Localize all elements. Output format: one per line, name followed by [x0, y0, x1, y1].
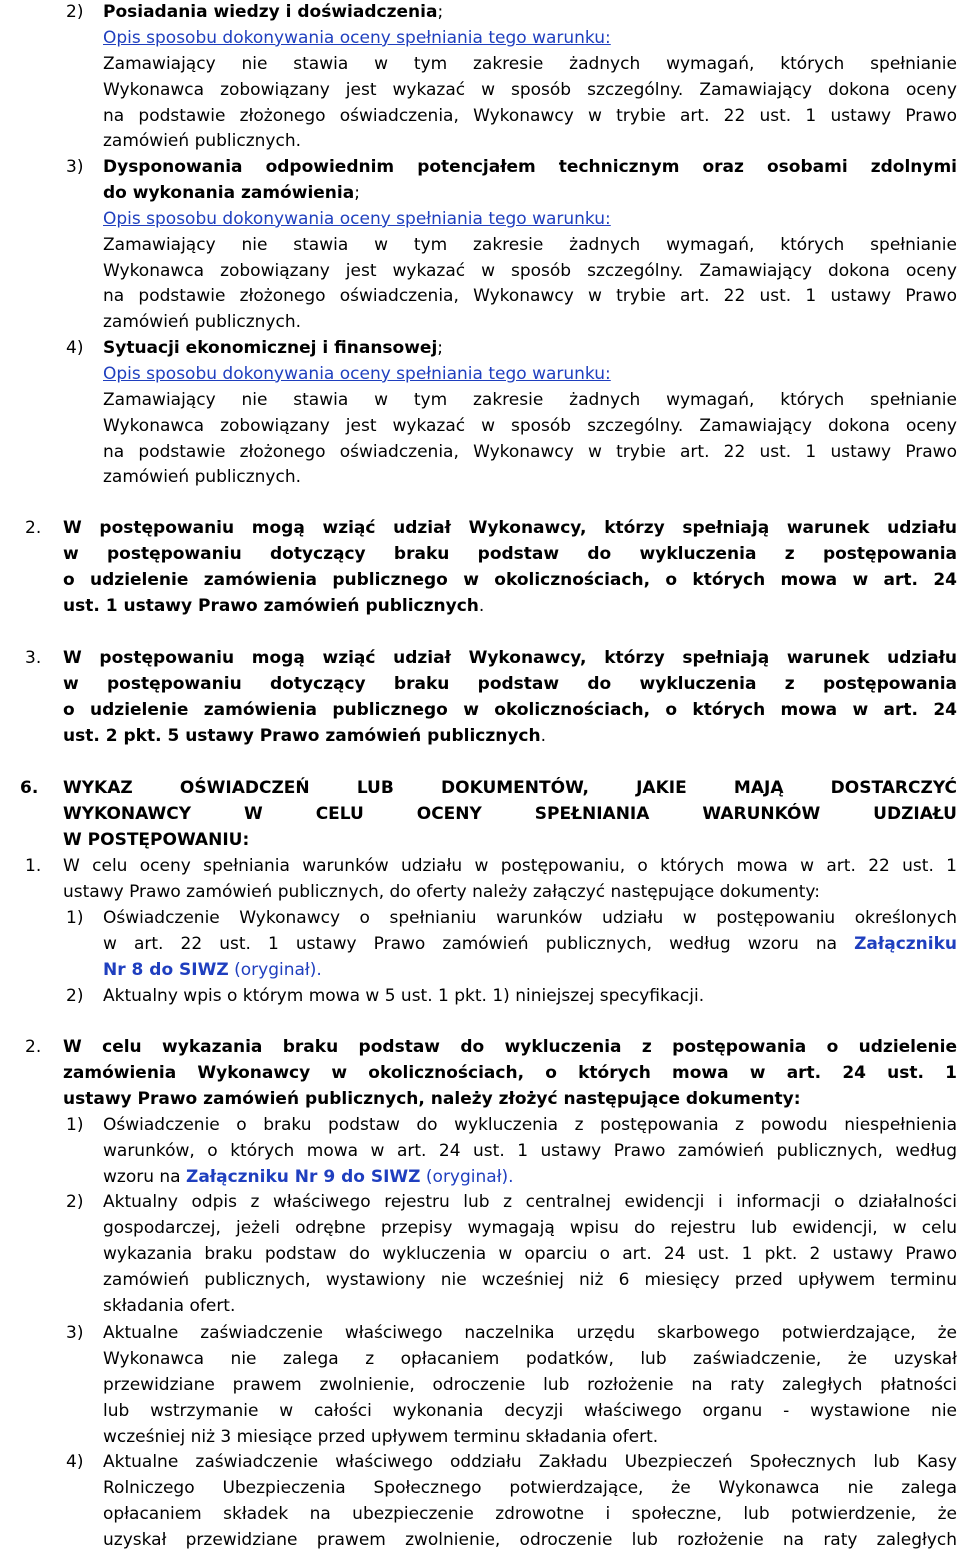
item-number: 2) — [66, 2, 84, 22]
paragraph-line: zamówień publicznych, wystawiony nie wcześniej niż 6 miesięcy przed upływem terminu — [103, 1269, 957, 1290]
section-heading — [63, 776, 957, 854]
paragraph-line: ust. 2 pkt. 5 ustawy Prawo zamówień publicznych — [63, 725, 541, 746]
item-posiadania-wiedzy — [103, 0, 957, 155]
attachment-link[interactable]: Nr 8 do SIWZ — [103, 959, 229, 980]
assessment-link[interactable]: Opis sposobu dokonywania oceny spełniania tego warunku: — [103, 363, 611, 384]
paragraph-line: zamówienia Wykonawcy w okolicznościach, o których mowa w art. 24 ust. 1 — [63, 1062, 957, 1083]
attachment-link[interactable]: Załączniku Nr 9 do SIWZ — [186, 1166, 421, 1187]
paragraph-line: Wykonawca zobowiązany jest wykazać w sposób szczególny. Zamawiający dokona oceny — [103, 260, 957, 281]
original-note: (oryginał). — [234, 959, 322, 980]
paragraph-line: zamówień publicznych. — [103, 131, 301, 152]
point-warunek-udzialu — [63, 516, 957, 620]
paragraph-line: lub wstrzymanie w całości wykonania decyzji właściwego organu - wystawione nie — [103, 1400, 957, 1421]
paragraph-line: wykazania braku podstaw do wykluczenia w oparciu o art. 24 ust. 1 pkt. 2 ustawy Prawo — [103, 1243, 957, 1264]
paragraph-line: przewidziane prawem zwolnienie, odroczenie lub rozłożenie na raty zaległych płatności — [103, 1374, 957, 1395]
point-number: 2. — [25, 518, 42, 538]
item-number: 1) — [66, 908, 84, 928]
heading-line: WYKAZ OŚWIADCZEŃ LUB DOKUMENTÓW, JAKIE MAJĄ DOSTARCZYĆ — [63, 778, 957, 798]
list-item — [103, 1190, 957, 1319]
list-item — [103, 984, 957, 1010]
item-number: 2) — [66, 1192, 84, 1212]
assessment-link[interactable]: Opis sposobu dokonywania oceny spełniania tego warunku: — [103, 208, 611, 229]
paragraph-line: o udzielenie zamówienia publicznego w okolicznościach, o których mowa w art. 24 — [63, 699, 957, 720]
item-number: 4) — [66, 338, 84, 358]
paragraph-line: wcześniej niż 3 miesiące przed upływem terminu składania ofert. — [103, 1426, 659, 1447]
punct: ; — [354, 182, 360, 203]
paragraph-line: W celu wykazania braku podstaw do wykluczenia z postępowania o udzielenie — [63, 1037, 957, 1057]
paragraph-line: ust. 1 ustawy Prawo zamówień publicznych — [63, 595, 479, 616]
paragraph-line: w art. 22 ust. 1 ustawy Prawo zamówień publicznych, według wzoru na — [103, 933, 838, 954]
paragraph-line: Wykonawca zobowiązany jest wykazać w sposób szczególny. Zamawiający dokona oceny — [103, 415, 957, 436]
item-number: 4) — [66, 1452, 84, 1472]
punct: . — [540, 725, 547, 746]
paragraph-line: na podstawie złożonego oświadczenia, Wykonawcy w trybie art. 22 ust. 1 ustawy Prawo — [103, 286, 957, 307]
paragraph-line: ustawy Prawo zamówień publicznych, należy złożyć następujące dokumenty: — [63, 1088, 801, 1109]
item-sytuacji-ekonomicznej — [103, 336, 957, 491]
item-title: Dysponowania odpowiednim potencjałem technicznym oraz osobami zdolnymi — [103, 157, 957, 177]
punct: . — [478, 595, 485, 616]
point-warunek-udzialu-2 — [63, 646, 957, 750]
item-title: Posiadania wiedzy i doświadczenia — [103, 2, 438, 22]
paragraph-line: W postępowaniu mogą wziąć udział Wykonawcy, którzy spełniają warunek udziału — [63, 648, 957, 668]
list-item — [103, 906, 957, 984]
point-number: 2. — [25, 1037, 42, 1057]
item-title: Sytuacji ekonomicznej i finansowej — [103, 338, 438, 358]
paragraph-line: Oświadczenie Wykonawcy o spełnianiu warunków udziału w postępowaniu określonych — [103, 908, 957, 928]
paragraph-line: Aktualny wpis o którym mowa w 5 ust. 1 pkt. 1) niniejszej specyfikacji. — [103, 986, 705, 1006]
item-title: do wykonania zamówienia — [103, 182, 355, 203]
list-item — [103, 1113, 957, 1191]
point-brak-podstaw — [63, 1035, 957, 1113]
paragraph-line: uzyskał przewidziane prawem zwolnienie, odroczenie lub rozłożenie na raty zaległych — [103, 1529, 957, 1550]
paragraph-line: na podstawie złożonego oświadczenia, Wykonawcy w trybie art. 22 ust. 1 ustawy Prawo — [103, 105, 957, 126]
paragraph-line: gospodarczej, jeżeli odrębne przepisy wymagają wpisu do rejestru lub ewidencji, w celu — [103, 1217, 957, 1238]
paragraph-line: warunków, o których mowa w art. 24 ust. 1 ustawy Prawo zamówień publicznych, według — [103, 1140, 957, 1161]
heading-line: WYKONAWCY W CELU OCENY SPEŁNIANIA WARUNKÓW UDZIAŁU — [63, 803, 957, 824]
paragraph-line: na podstawie złożonego oświadczenia, Wykonawcy w trybie art. 22 ust. 1 ustawy Prawo — [103, 441, 957, 462]
paragraph-line: Oświadczenie o braku podstaw do wykluczenia z postępowania z powodu niespełnienia — [103, 1115, 957, 1135]
paragraph-line: zamówień publicznych. — [103, 467, 301, 488]
paragraph-line: Wykonawca nie zalega z opłacaniem podatków, lub zaświadczenie, że uzyskał — [103, 1348, 957, 1369]
punct: ; — [437, 2, 444, 22]
paragraph-line: opłacaniem składek na ubezpieczenie zdrowotne i społeczne, lub potwierdzenie, że — [103, 1503, 957, 1524]
paragraph-line: Rolniczego Ubezpieczenia Społecznego potwierdzające, że Wykonawca nie zalega — [103, 1477, 957, 1498]
item-dysponowania — [103, 155, 957, 336]
paragraph-line: Aktualne zaświadczenie właściwego naczelnika urzędu skarbowego potwierdzające, że — [103, 1323, 957, 1343]
punct: ; — [437, 338, 444, 358]
point-number: 1. — [25, 856, 42, 876]
item-number: 3) — [66, 157, 84, 177]
assessment-link[interactable]: Opis sposobu dokonywania oceny spełniania tego warunku: — [103, 27, 611, 48]
attachment-link[interactable]: Załączniku — [854, 933, 957, 954]
item-number: 2) — [66, 986, 84, 1006]
list-item — [103, 1450, 957, 1554]
heading-line: W POSTĘPOWANIU: — [63, 829, 250, 850]
paragraph-line: Aktualny odpis z właściwego rejestru lub z centralnej ewidencji i informacji o działalności — [103, 1192, 957, 1212]
paragraph-line: ustawy Prawo zamówień publicznych, do oferty należy załączyć następujące dokumenty: — [63, 881, 820, 902]
paragraph-line: Aktualne zaświadczenie właściwego oddziału Zakładu Ubezpieczeń Społecznych lub Kasy — [103, 1452, 957, 1472]
paragraph-line: wzoru na — [103, 1166, 181, 1187]
paragraph-line: Zamawiający nie stawia w tym zakresie żadnych wymagań, których spełnianie — [103, 234, 957, 255]
paragraph-line: w postępowaniu dotyczący braku podstaw do wykluczenia z postępowania — [63, 673, 957, 694]
paragraph-line: Zamawiający nie stawia w tym zakresie żadnych wymagań, których spełnianie — [103, 53, 957, 74]
paragraph-line: o udzielenie zamówienia publicznego w okolicznościach, o których mowa w art. 24 — [63, 569, 957, 590]
item-number: 3) — [66, 1323, 84, 1343]
point-number: 3. — [25, 648, 42, 668]
paragraph-line: W postępowaniu mogą wziąć udział Wykonawcy, którzy spełniają warunek udziału — [63, 518, 957, 538]
list-item — [103, 1321, 957, 1450]
original-note: (oryginał). — [425, 1166, 514, 1187]
point-ocena-spelniania — [63, 854, 957, 906]
paragraph-line: Zamawiający nie stawia w tym zakresie żadnych wymagań, których spełnianie — [103, 389, 957, 410]
paragraph-line: w postępowaniu dotyczący braku podstaw do wykluczenia z postępowania — [63, 543, 957, 564]
item-number: 1) — [66, 1115, 84, 1135]
paragraph-line: W celu oceny spełniania warunków udziału w postępowaniu, o których mowa w art. 22 ust. 1 — [63, 856, 957, 876]
paragraph-line: zamówień publicznych. — [103, 312, 301, 333]
paragraph-line: Wykonawca zobowiązany jest wykazać w sposób szczególny. Zamawiający dokona oceny — [103, 79, 957, 100]
paragraph-line: składania ofert. — [103, 1295, 236, 1316]
section-number: 6. — [20, 778, 39, 798]
